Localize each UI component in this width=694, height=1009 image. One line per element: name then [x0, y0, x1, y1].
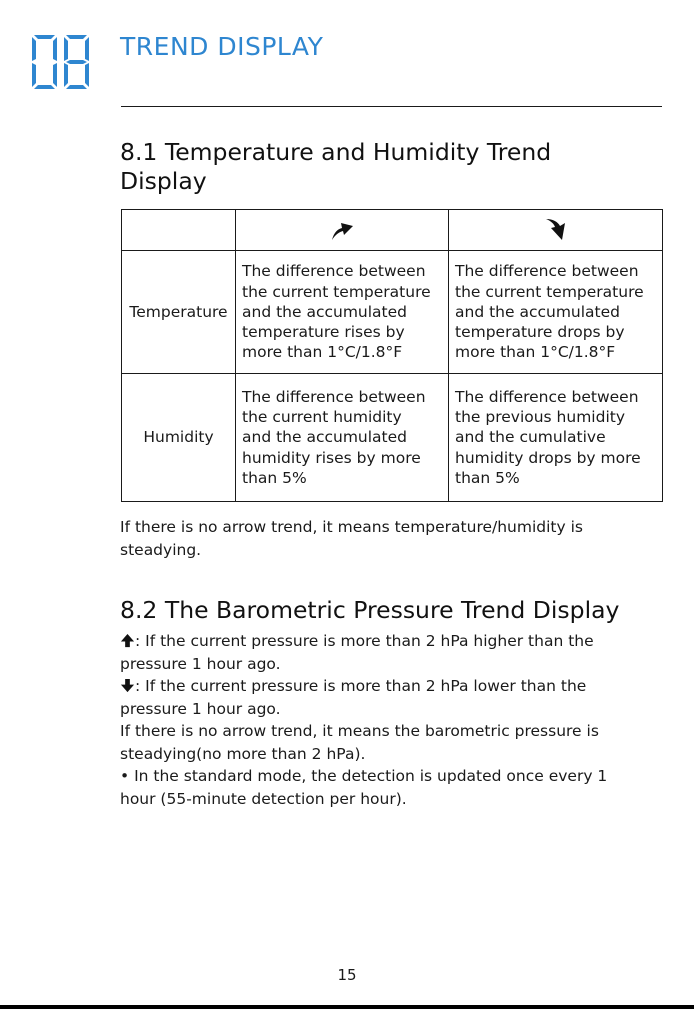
- steady-note: [120, 516, 680, 561]
- cell-line: and the cumulative: [455, 428, 606, 447]
- title-divider: [121, 106, 662, 107]
- cell-line: the current temperature: [455, 282, 644, 301]
- pressure-line-text: : If the current pressure is more than 2 hPa lower than the: [135, 677, 587, 695]
- bottom-border: [0, 1005, 694, 1009]
- cell-line: and the accumulated: [455, 302, 620, 321]
- chapter-title: TREND DISPLAY: [120, 32, 324, 61]
- falling-cell: [449, 251, 663, 374]
- down-arrow-icon: [543, 218, 569, 242]
- down-arrow-icon: [120, 678, 135, 693]
- cell-line: temperature drops by: [455, 323, 625, 342]
- cell-line: and the accumulated: [242, 302, 407, 321]
- row-label: Temperature: [122, 251, 236, 374]
- cell-line: than 5%: [455, 468, 520, 487]
- table-header-rising: [236, 210, 449, 251]
- row-label: Humidity: [122, 374, 236, 502]
- table-row: [122, 251, 663, 374]
- cell-line: more than 1°C/1.8°F: [455, 343, 616, 362]
- chapter-number-icon: [30, 34, 92, 90]
- pressure-line: [120, 675, 680, 698]
- pressure-line: hour (55-minute detection per hour).: [120, 789, 407, 808]
- cell-line: the previous humidity: [455, 408, 626, 427]
- table-corner-cell: [122, 210, 236, 251]
- table-row: [122, 374, 663, 502]
- pressure-line-text: : If the current pressure is more than 2 hPa higher than the: [135, 632, 594, 650]
- table-header-falling: [449, 210, 663, 251]
- cell-line: and the accumulated: [242, 428, 407, 447]
- up-arrow-icon: [120, 633, 135, 648]
- cell-line: than 5%: [242, 468, 307, 487]
- cell-line: the current temperature: [242, 282, 431, 301]
- pressure-line: • In the standard mode, the detection is updated once every 1: [120, 767, 608, 785]
- cell-line: humidity rises by more: [242, 448, 421, 467]
- note-line: If there is no arrow trend, it means temperature/humidity is: [120, 518, 583, 536]
- pressure-line: steadying(no more than 2 hPa).: [120, 744, 366, 763]
- trend-table: [121, 209, 663, 502]
- pressure-line: If there is no arrow trend, it means the barometric pressure is: [120, 722, 599, 740]
- section-2-heading: 8.2 The Barometric Pressure Trend Display: [120, 596, 620, 624]
- cell-line: more than 1°C/1.8°F: [242, 343, 403, 362]
- section-1-heading-line: Display: [120, 167, 207, 195]
- pressure-line: pressure 1 hour ago.: [120, 654, 281, 673]
- section-1-heading-line: 8.1 Temperature and Humidity Trend: [120, 138, 552, 166]
- cell-line: The difference between: [242, 262, 426, 281]
- cell-line: the current humidity: [242, 408, 402, 427]
- rising-cell: [236, 251, 449, 374]
- falling-cell: [449, 374, 663, 502]
- page-number: 15: [337, 966, 357, 984]
- rising-cell: [236, 374, 449, 502]
- pressure-line: pressure 1 hour ago.: [120, 699, 281, 718]
- pressure-line: [120, 630, 680, 653]
- up-arrow-icon: [329, 219, 355, 241]
- note-line: steadying.: [120, 540, 202, 559]
- cell-line: The difference between: [455, 387, 639, 406]
- cell-line: The difference between: [455, 262, 639, 281]
- section-1-heading: [120, 138, 680, 196]
- table-header-row: [122, 210, 663, 251]
- pressure-paragraph: [120, 630, 680, 810]
- cell-line: humidity drops by more: [455, 448, 641, 467]
- cell-line: The difference between: [242, 387, 426, 406]
- cell-line: temperature rises by: [242, 323, 405, 342]
